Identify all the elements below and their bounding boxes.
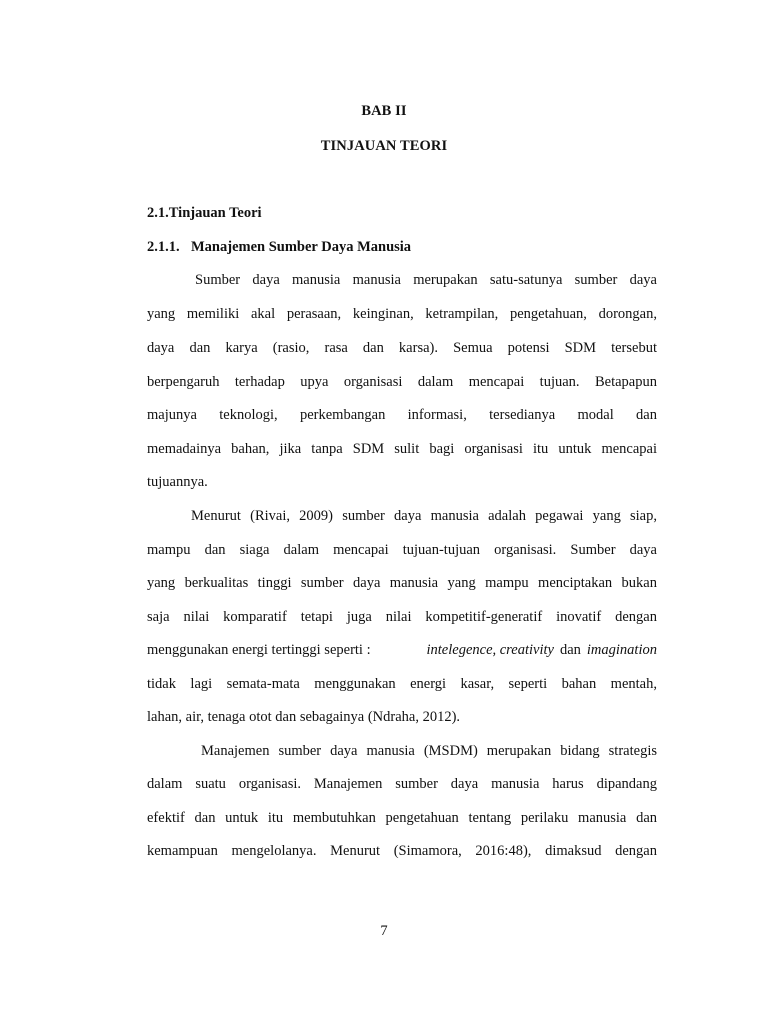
- paragraph-line: dalam suatu organisasi. Manajemen sumber daya manusia harus dipandang: [147, 776, 657, 792]
- italic-terms: [426, 641, 657, 659]
- subsection-title: Manajemen Sumber Daya Manusia: [191, 239, 412, 255]
- paragraph-line: daya dan karya (rasio, rasa dan karsa). Semua potensi SDM tersebut: [147, 340, 657, 356]
- paragraph-line: efektif dan untuk itu membutuhkan pengetahuan tentang perilaku manusia dan: [147, 810, 657, 826]
- line-text: menggunakan energi tertinggi seperti :: [147, 642, 375, 658]
- paragraph-line: memadainya bahan, jika tanpa SDM sulit bagi organisasi itu untuk mencapai: [147, 441, 657, 457]
- chapter-title: TINJAUAN TEORI: [320, 138, 448, 154]
- paragraph-line: saja nilai komparatif tetapi juga nilai kompetitif-generatif inovatif dengan: [147, 609, 657, 625]
- paragraph-line: majunya teknologi, perkembangan informasi, tersedianya modal dan: [147, 407, 657, 423]
- paragraph-line: Sumber daya manusia manusia merupakan satu-satunya sumber daya: [195, 272, 657, 288]
- italic-term: imagination: [586, 642, 657, 658]
- section-heading: 2.1.Tinjauan Teori: [147, 205, 262, 221]
- paragraph-line: kemampuan mengelolanya. Menurut (Simamora, 2016:48), dimaksud dengan: [147, 843, 657, 859]
- paragraph-line: [147, 641, 657, 659]
- paragraph-line: yang berkualitas tinggi sumber daya manusia yang mampu menciptakan bukan: [147, 575, 657, 591]
- paragraph-line: yang memiliki akal perasaan, keinginan, ketrampilan, pengetahuan, dorongan,: [147, 306, 657, 322]
- subsection-number: 2.1.1.: [147, 239, 180, 255]
- paragraph-line: mampu dan siaga dalam mencapai tujuan-tujuan organisasi. Sumber daya: [147, 542, 657, 558]
- paragraph-line: Menurut (Rivai, 2009) sumber daya manusia adalah pegawai yang siap,: [191, 508, 657, 524]
- page-number: 7: [380, 923, 388, 939]
- line-text: dan: [559, 642, 581, 658]
- paragraph-line: berpengaruh terhadap upya organisasi dalam mencapai tujuan. Betapapun: [147, 374, 657, 390]
- paragraph-line: tujuannya.: [147, 474, 208, 490]
- paragraph-line: Manajemen sumber daya manusia (MSDM) merupakan bidang strategis: [201, 743, 657, 759]
- paragraph-line: tidak lagi semata-mata menggunakan energi kasar, seperti bahan mentah,: [147, 676, 657, 692]
- chapter-heading: BAB II: [361, 103, 407, 119]
- paragraph-line: lahan, air, tenaga otot dan sebagainya (Ndraha, 2012).: [147, 709, 461, 725]
- italic-term: intelegence, creativity: [426, 642, 554, 658]
